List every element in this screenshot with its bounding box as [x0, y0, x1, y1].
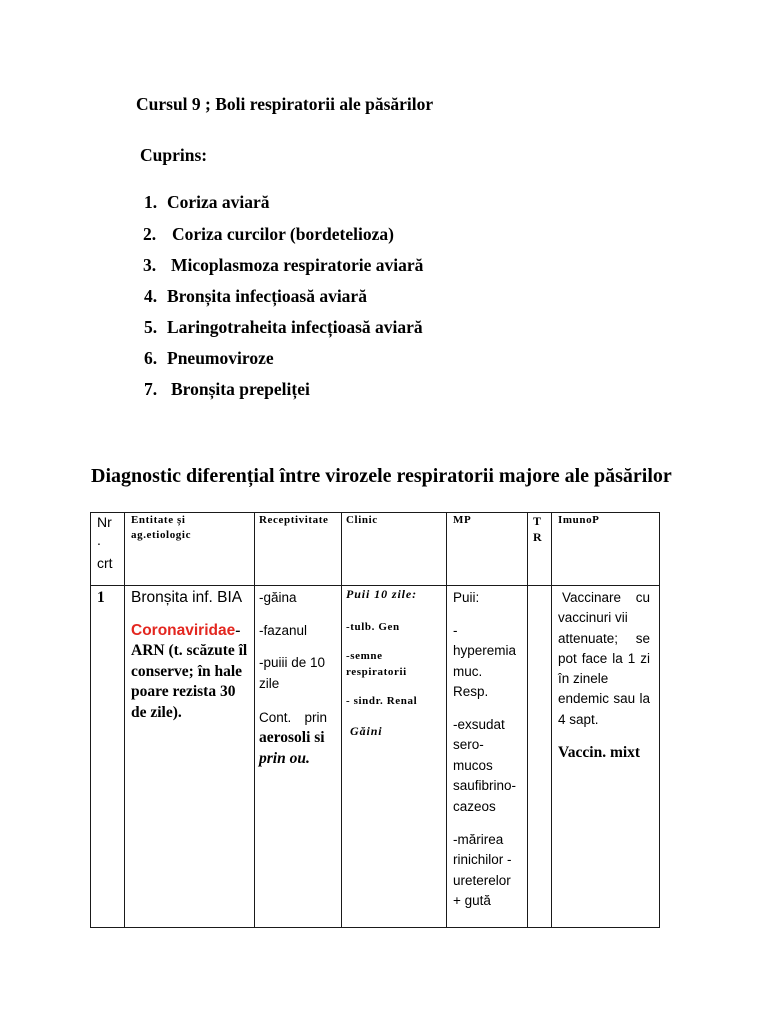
- contents-item: [0, 349, 768, 367]
- host-item: -puiii de 10: [259, 655, 326, 670]
- row-cell-mp: [446, 585, 528, 928]
- mp-lesion-group: [453, 621, 527, 703]
- row-cell-receptivity: [254, 585, 342, 928]
- contents-item-text: Coriza aviară: [167, 192, 270, 212]
- header-text: crt: [97, 555, 113, 571]
- header-text: R: [533, 530, 542, 544]
- mp-lesion-line: + gută: [453, 893, 491, 908]
- entity-note: ARN (t. scăzute îl: [131, 642, 248, 659]
- immuno-line: attenuate; se: [558, 630, 650, 646]
- host-item: zile: [259, 675, 280, 691]
- mp-lesion-line: -: [453, 622, 458, 638]
- contents-item: [0, 225, 768, 243]
- header-text: Clinic: [346, 514, 378, 526]
- header-text: Nr: [97, 514, 112, 530]
- header-text: T: [533, 514, 542, 528]
- immuno-line: 4 sapt.: [558, 711, 599, 727]
- host-item: -fazanul: [259, 622, 308, 638]
- transmission-route-egg: prin ou.: [259, 749, 310, 767]
- row-cell-nr: [90, 585, 125, 928]
- host-item: -găina: [259, 590, 297, 605]
- row-cell-clinic: [341, 585, 447, 928]
- clinic-sign: - sindr. Renal: [346, 695, 418, 707]
- mp-chicks-label: Puii:: [453, 590, 480, 605]
- contents-item-number: 3.: [143, 255, 157, 275]
- disease-name: Bronșita inf. BIA: [131, 589, 243, 606]
- contents-item-number: 6.: [144, 348, 158, 368]
- header-text: Entitate și: [131, 514, 186, 526]
- contents-item-text: Bronșita prepeliței: [171, 379, 310, 399]
- contents-item-text: Laringotraheita infecțioasă aviară: [167, 317, 423, 337]
- mp-lesion-line: hyperemia: [453, 643, 517, 658]
- immuno-line: endemic sau la: [558, 691, 650, 707]
- row-cell-immuno: [551, 585, 660, 928]
- immuno-line: pot face la 1 zi: [558, 650, 650, 666]
- contents-item-number: 5.: [144, 317, 158, 337]
- mp-lesion-group: [453, 830, 527, 912]
- contents-item: [0, 287, 768, 305]
- contents-item-text: Coriza curcilor (bordetelioza): [172, 224, 394, 244]
- header-text: .: [97, 532, 101, 548]
- row-cell-tr: [527, 585, 552, 928]
- contents-item-number: 4.: [144, 286, 158, 306]
- vaccine-type: Vaccin. mixt: [558, 744, 641, 762]
- contents-item: [0, 256, 768, 274]
- transmission-route-aerosol: aerosoli si: [259, 729, 325, 746]
- transmission-text: Cont. prin: [259, 709, 327, 725]
- virus-family-line: [131, 621, 254, 642]
- header-cell-immuno: [551, 512, 660, 586]
- mp-lesion-line: cazeos: [453, 798, 496, 814]
- clinic-sign: -semne: [346, 650, 383, 662]
- header-cell-clinic: [341, 512, 447, 586]
- immuno-line: în zinele: [558, 671, 609, 687]
- header-cell-receptivity: [254, 512, 342, 586]
- contents-label: Cuprins:: [140, 145, 208, 165]
- header-cell-entity: [124, 512, 255, 586]
- contents-item-number: 7.: [144, 379, 158, 399]
- contents-item-number: 1.: [144, 192, 158, 212]
- mp-lesion-line: saufibrino-: [453, 778, 517, 793]
- entity-note: conserve; în hale: [131, 662, 243, 680]
- contents-item-text: Pneumoviroze: [167, 348, 274, 368]
- contents-item-text: Micoplasmoza respiratorie aviară: [171, 255, 424, 275]
- clinic-hens-label: Găini: [350, 724, 383, 738]
- virus-family-separator: -: [235, 621, 241, 639]
- mp-lesion-line: muc.: [453, 663, 483, 679]
- mp-lesion-line: rinichilor -: [453, 852, 512, 867]
- row-cell-entity: [124, 585, 255, 928]
- header-cell-tr: [527, 512, 552, 586]
- header-text: MP: [453, 514, 472, 526]
- mp-lesion-line: mucos: [453, 757, 493, 773]
- clinic-chicks-label: Puii 10 zile:: [346, 587, 418, 601]
- header-text: ag.etiologic: [131, 529, 192, 541]
- mp-lesion-line: Resp.: [453, 684, 489, 699]
- header-cell-mp: [446, 512, 528, 586]
- contents-item: [0, 318, 768, 336]
- differential-diagnosis-table: [90, 512, 660, 928]
- mp-lesion-line: -mărirea: [453, 831, 504, 847]
- mp-lesion-line: sero-: [453, 737, 484, 752]
- row-number: 1: [97, 589, 105, 606]
- immuno-line: vaccinuri vii: [558, 610, 628, 626]
- immuno-line: Vaccinare cu: [562, 590, 650, 605]
- contents-item-text: Bronșita infecțioasă aviară: [167, 286, 367, 306]
- mp-lesion-line: -exsudat: [453, 716, 505, 732]
- clinic-sign: respiratorii: [346, 666, 407, 678]
- mp-lesion-line: ureterelor: [453, 872, 511, 888]
- header-text: Receptivitate: [259, 514, 329, 526]
- entity-note: de zile).: [131, 703, 182, 721]
- contents-item-number: 2.: [143, 224, 157, 244]
- header-cell-nr: [90, 512, 125, 586]
- entity-note: poare rezista 30: [131, 683, 236, 700]
- mp-lesion-group: [453, 715, 527, 818]
- header-text: ImunoP: [558, 514, 600, 526]
- contents-item: [0, 193, 768, 211]
- virus-family: Coronaviridae: [131, 621, 236, 639]
- course-title: Cursul 9 ; Boli respiratorii ale păsărilor: [136, 94, 434, 114]
- section-heading: Diagnostic diferențial între virozele respiratorii majore ale păsărilor: [91, 465, 672, 487]
- clinic-sign: -tulb. Gen: [346, 621, 400, 633]
- contents-item: [0, 380, 768, 398]
